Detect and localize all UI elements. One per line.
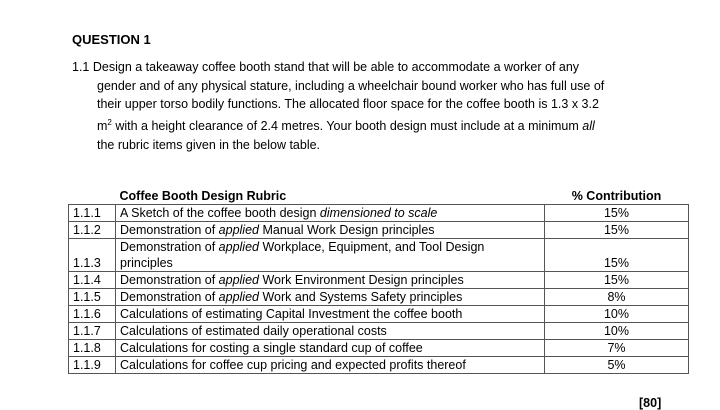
rubric-row: [69, 306, 689, 323]
rubric-header-pct: % Contribution: [571, 189, 662, 203]
rubric-pct: 15%: [545, 205, 689, 222]
rubric-item: [116, 323, 545, 340]
question-intro: [72, 58, 612, 154]
rubric-row: [69, 239, 689, 272]
rubric-code: 1.1.9: [69, 357, 116, 374]
intro-text: Design a takeaway coffee booth stand that will be able to accommodate a worker of any gender and of any physical stature, including a wheelchair bound worker who has full use of their upper torso bodily functions. The allocated floor space for the coffee booth is 1.3 x 3.2 m: [92, 60, 605, 133]
rubric-code: 1.1.1: [69, 205, 116, 222]
rubric-body: [69, 205, 689, 374]
rubric-item-text-end: Workplace, Equipment, and Tool Design principles: [120, 240, 485, 270]
rubric-code: 1.1.6: [69, 306, 116, 323]
rubric-code: 1.1.7: [69, 323, 116, 340]
rubric-item: [116, 289, 545, 306]
rubric-pct: 10%: [545, 306, 689, 323]
rubric-item-text: Demonstration of: [120, 273, 219, 287]
rubric-item-text-end: Work Environment Design principles: [259, 273, 464, 287]
rubric-row: [69, 323, 689, 340]
rubric-pct: 5%: [545, 357, 689, 374]
rubric-row: [69, 272, 689, 289]
rubric-table: [68, 187, 689, 374]
rubric-item-text: Calculations of estimating Capital Investment the coffee booth: [120, 307, 463, 321]
rubric-item-text: Calculations of estimated daily operational costs: [120, 324, 387, 338]
intro-text-end: the rubric items given in the below table.: [97, 137, 321, 152]
rubric-code: 1.1.4: [69, 272, 116, 289]
rubric-pct: 7%: [545, 340, 689, 357]
rubric-item-emphasis: applied: [218, 223, 259, 237]
rubric-item-text: Calculations for costing a single standard cup of coffee: [120, 341, 423, 355]
rubric-item-text: Demonstration of: [120, 223, 219, 237]
rubric-item-emphasis: applied: [218, 290, 259, 304]
rubric-item: [116, 222, 545, 239]
intro-superscript: 2: [107, 117, 112, 127]
rubric-item-text: Calculations for coffee cup pricing and expected profits thereof: [120, 358, 466, 372]
rubric-code: 1.1.8: [69, 340, 116, 357]
intro-emphasis: all: [582, 118, 595, 133]
rubric-item: [116, 357, 545, 374]
rubric-item-emphasis: applied: [218, 273, 259, 287]
rubric-pct: 10%: [545, 323, 689, 340]
rubric-item: [116, 272, 545, 289]
rubric-item: [116, 340, 545, 357]
rubric-item: [116, 239, 545, 272]
rubric-pct: 15%: [545, 222, 689, 239]
rubric-header-row: [69, 187, 689, 205]
question-title: QUESTION 1: [72, 32, 151, 47]
rubric-item-emphasis: applied: [218, 240, 259, 254]
rubric-item-text: A Sketch of the coffee booth design: [120, 206, 320, 220]
intro-text-cont: with a height clearance of 2.4 metres. Your booth design must include at a minimum: [111, 118, 583, 133]
total-marks: [80]: [639, 396, 662, 410]
rubric-item: [116, 205, 545, 222]
rubric-code: 1.1.5: [69, 289, 116, 306]
rubric-item-text: Demonstration of: [120, 290, 219, 304]
rubric-item-text-end: Work and Systems Safety principles: [259, 290, 463, 304]
rubric-row: [69, 222, 689, 239]
rubric-row: [69, 289, 689, 306]
intro-paragraph: [72, 58, 612, 154]
rubric-pct: 8%: [545, 289, 689, 306]
rubric-item-text: Demonstration of: [120, 240, 219, 254]
rubric-code: 1.1.2: [69, 222, 116, 239]
rubric-header-item: Coffee Booth Design Rubric: [119, 189, 287, 203]
rubric-row: [69, 205, 689, 222]
rubric-item-text-end: Manual Work Design principles: [259, 223, 435, 237]
rubric-row: [69, 340, 689, 357]
rubric-code: 1.1.3: [69, 239, 116, 272]
rubric-pct: 15%: [545, 239, 689, 272]
intro-number: 1.1: [72, 60, 90, 74]
header-code-cell: [69, 187, 116, 205]
rubric-item: [116, 306, 545, 323]
rubric-item-emphasis: dimensioned to scale: [319, 206, 438, 220]
rubric-row: [69, 357, 689, 374]
rubric-pct: 15%: [545, 272, 689, 289]
